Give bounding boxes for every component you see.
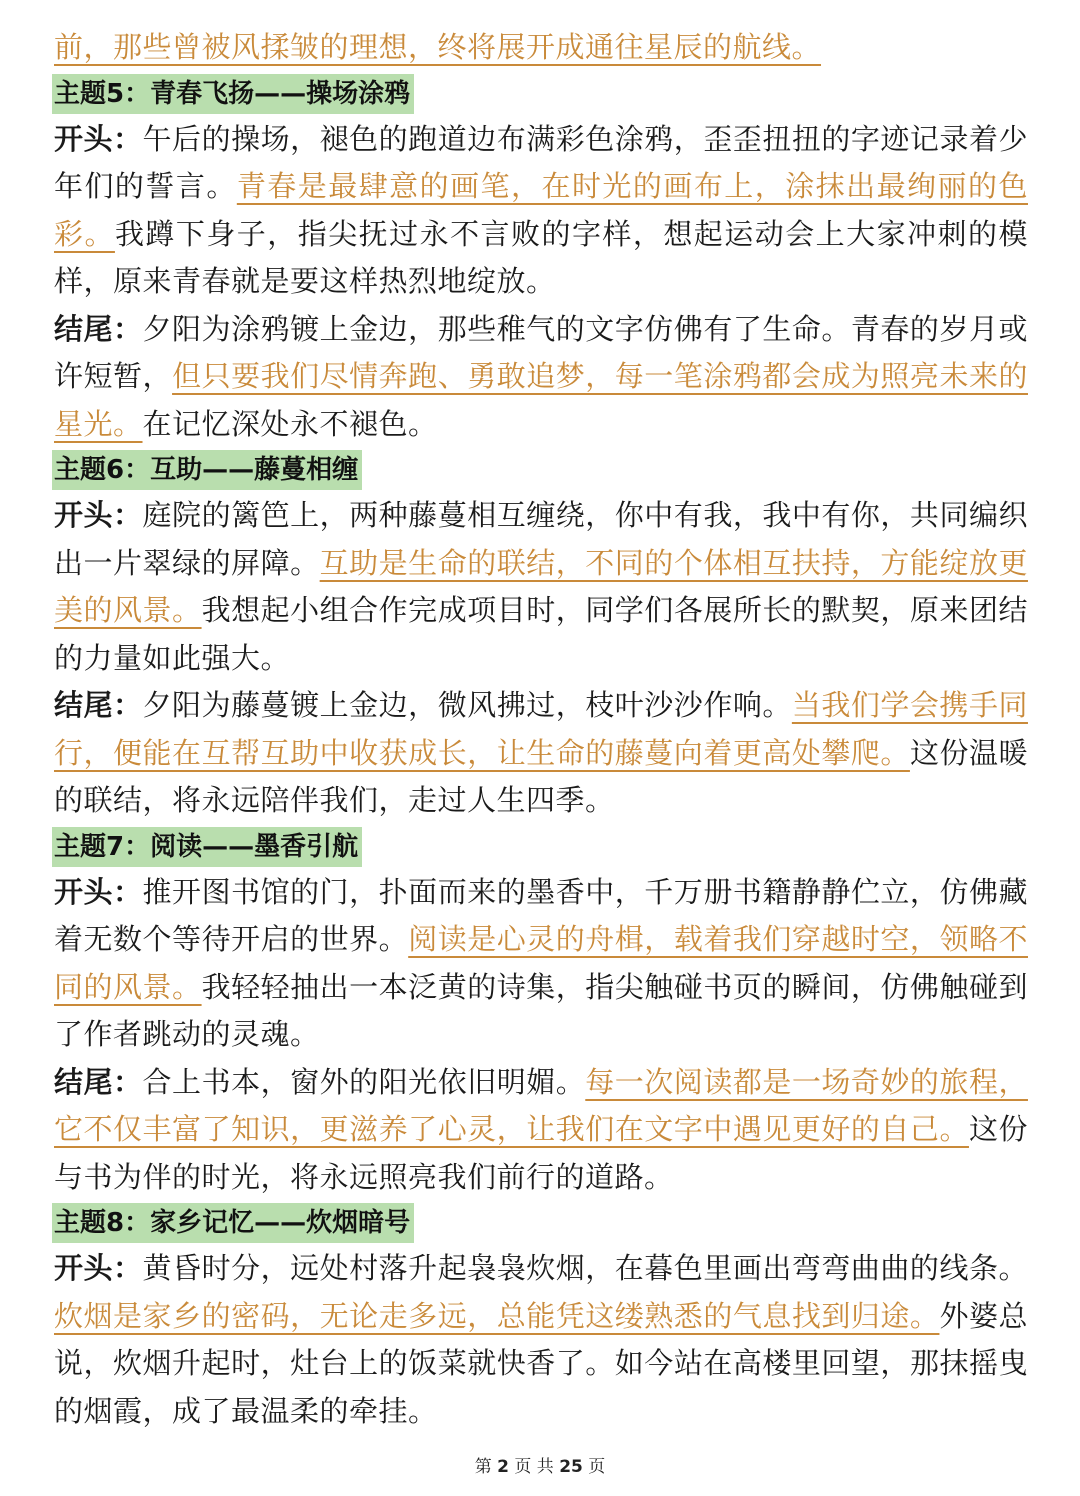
total-pages-number: 25 bbox=[559, 1457, 583, 1477]
opening-label: 开头： bbox=[54, 498, 143, 532]
body-text: 推开图书馆的门，扑面而来的墨香中，千万册书籍静静伫立，仿佛藏着无数个等待开启的世界。 bbox=[54, 874, 1028, 956]
highlight-sentence: 每一次阅读都是一场奇妙的旅程，它不仅丰富了知识，更滋养了心灵，让我们在文字中遇见更好的自己。 bbox=[54, 1064, 1028, 1146]
highlight-sentence: 前，那些曾被风揉皱的理想，终将展开成通往星辰的航线。 bbox=[54, 30, 822, 64]
ending-paragraph bbox=[54, 1059, 1028, 1202]
ending-label: 结尾： bbox=[54, 311, 143, 346]
body-text: 我轻轻抽出一本泛黄的诗集，指尖触碰书页的瞬间，仿佛触碰到了作者跳动的灵魂。 bbox=[54, 969, 1028, 1051]
opening-label: 开头： bbox=[54, 121, 143, 156]
section-heading-row bbox=[54, 825, 1028, 869]
current-page-number: 2 bbox=[497, 1457, 509, 1477]
opening-label: 开头： bbox=[54, 1251, 143, 1285]
body-text: 夕阳为涂鸦镀上金边，那些稚气的文字仿佛有了生命。青春的岁月或许短暂， bbox=[54, 311, 1028, 393]
highlight-sentence: 当我们学会携手同行，便能在互帮互助中收获成长，让生命的藤蔓向着更高处攀爬。 bbox=[54, 688, 1028, 770]
highlight-sentence: 青春是最肆意的画笔，在时光的画布上，涂抹出最绚丽的色彩。 bbox=[54, 169, 1028, 251]
page-number-footer bbox=[0, 1452, 1080, 1477]
body-text: 午后的操场，褪色的跑道边布满彩色涂鸦，歪歪扭扭的字迹记录着少年们的誓言。 bbox=[54, 121, 1028, 203]
section-heading: 主题8：家乡记忆——炊烟暗号 bbox=[52, 1203, 414, 1243]
footer-prefix: 第 bbox=[474, 1457, 492, 1477]
opening-paragraph bbox=[54, 492, 1028, 682]
body-text: 我蹲下身子，指尖抚过永不言败的字样，想起运动会上大家冲刺的模样，原来青春就是要这样热烈地绽放。 bbox=[54, 216, 1028, 298]
body-text: 这份温暖的联结，将永远陪伴我们，走过人生四季。 bbox=[54, 735, 1028, 817]
footer-middle: 页 共 bbox=[514, 1457, 554, 1477]
highlight-sentence: 炊烟是家乡的密码，无论走多远，总能凭这缕熟悉的气息找到归途。 bbox=[54, 1298, 940, 1333]
opening-paragraph bbox=[54, 116, 1028, 306]
opening-paragraph bbox=[54, 1245, 1028, 1435]
section-heading-row bbox=[54, 72, 1028, 116]
document-page bbox=[54, 24, 1028, 1435]
section-heading: 主题7：阅读——墨香引航 bbox=[52, 827, 362, 867]
body-text: 夕阳为藤蔓镀上金边，微风拂过，枝叶沙沙作响。 bbox=[142, 688, 792, 722]
section-heading-row bbox=[54, 448, 1028, 492]
body-text: 合上书本，窗外的阳光依旧明媚。 bbox=[142, 1064, 586, 1099]
section-heading-row bbox=[54, 1201, 1028, 1245]
highlight-sentence: 阅读是心灵的舟楫，载着我们穿越时空，领略不同的风景。 bbox=[54, 922, 1028, 1004]
ending-paragraph bbox=[54, 306, 1028, 449]
body-text: 在记忆深处永不褪色。 bbox=[142, 406, 438, 441]
highlight-sentence: 但只要我们尽情奔跑、勇敢追梦，每一笔涂鸦都会成为照亮未来的星光。 bbox=[54, 359, 1028, 441]
body-text: 庭院的篱笆上，两种藤蔓相互缠绕，你中有我，我中有你，共同编织出一片翠绿的屏障。 bbox=[54, 498, 1028, 580]
section-heading: 主题6：互助——藤蔓相缠 bbox=[52, 450, 362, 490]
ending-label: 结尾： bbox=[54, 688, 143, 722]
section-heading: 主题5：青春飞扬——操场涂鸦 bbox=[52, 74, 414, 114]
opening-label: 开头： bbox=[54, 874, 143, 909]
body-text: 外婆总说，炊烟升起时，灶台上的饭菜就快香了。如今站在高楼里回望，那抹摇曳的烟霞，成了最温柔的牵挂。 bbox=[54, 1298, 1028, 1428]
body-text: 我想起小组合作完成项目时，同学们各展所长的默契，原来团结的力量如此强大。 bbox=[54, 593, 1028, 675]
body-text: 这份与书为伴的时光，将永远照亮我们前行的道路。 bbox=[54, 1112, 1028, 1194]
intro-tail bbox=[54, 24, 1028, 72]
ending-label: 结尾： bbox=[54, 1064, 143, 1099]
highlight-sentence: 互助是生命的联结，不同的个体相互扶持，方能绽放更美的风景。 bbox=[54, 545, 1028, 627]
footer-suffix: 页 bbox=[588, 1457, 606, 1477]
opening-paragraph bbox=[54, 869, 1028, 1059]
body-text: 黄昏时分，远处村落升起袅袅炊烟，在暮色里画出弯弯曲曲的线条。 bbox=[142, 1251, 1028, 1285]
ending-paragraph bbox=[54, 682, 1028, 825]
